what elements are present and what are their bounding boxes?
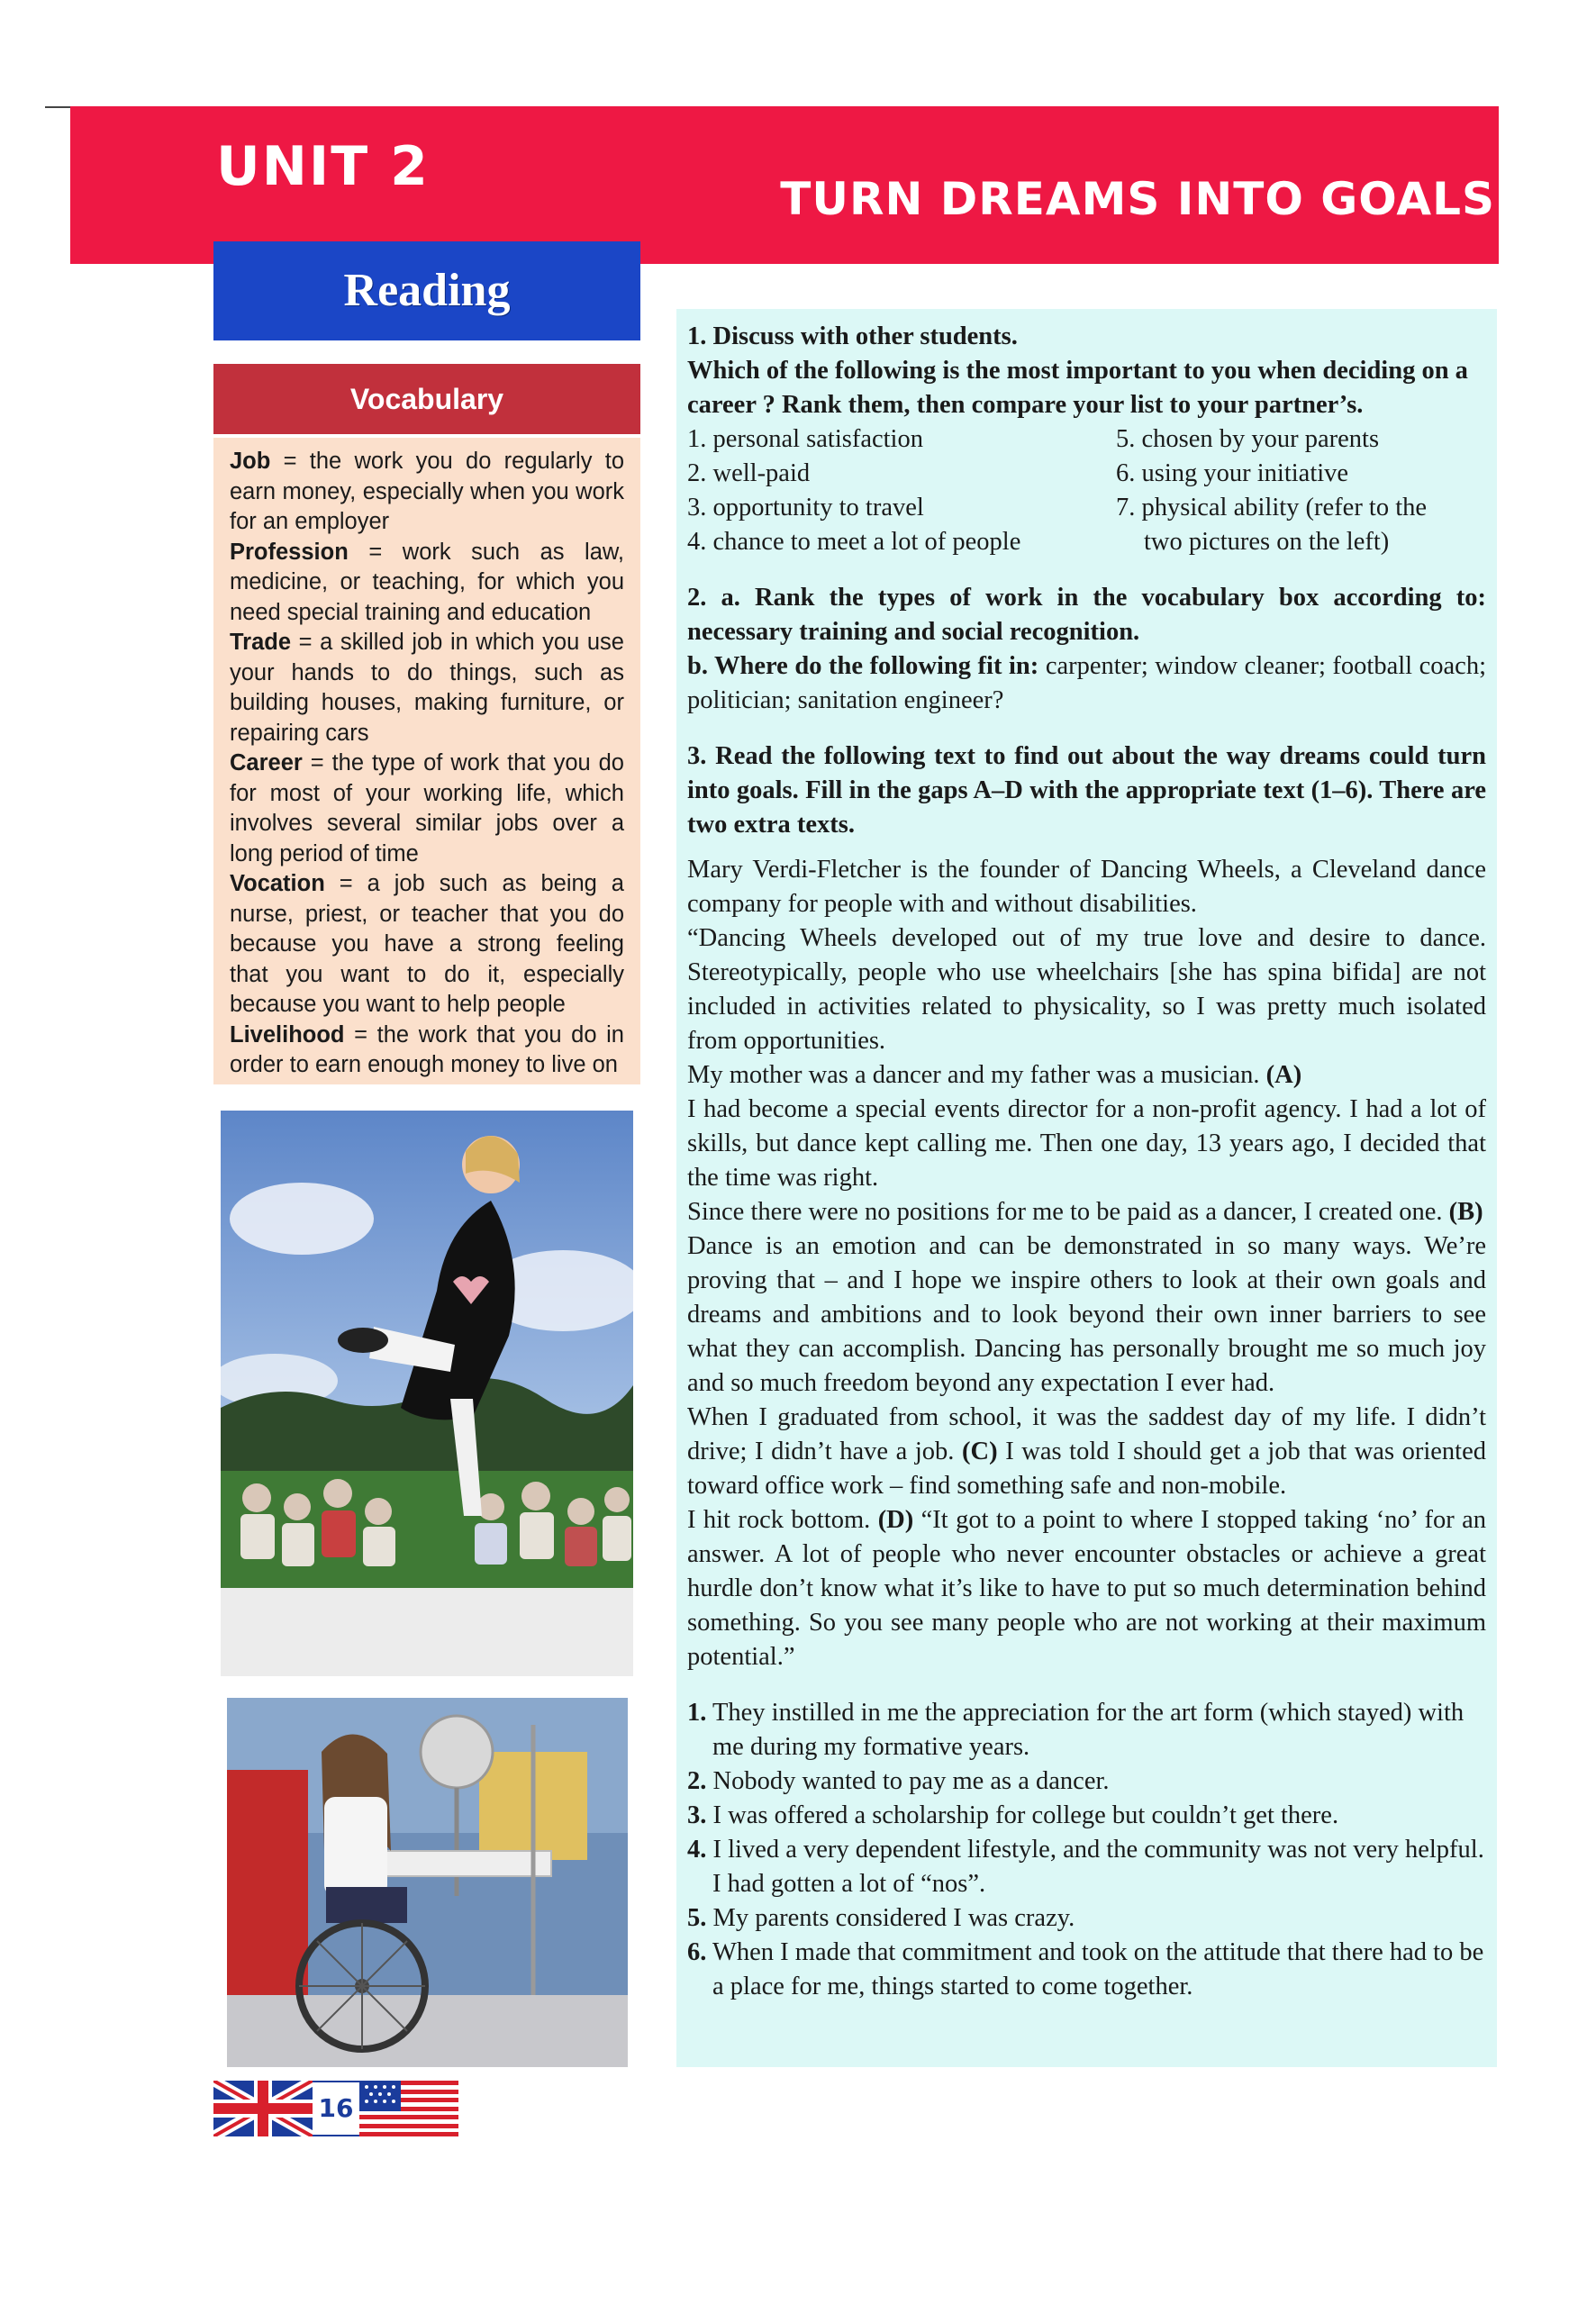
option-item	[687, 1799, 1486, 1833]
exercise-panel	[676, 309, 1497, 2067]
option-number: 6.	[687, 1938, 707, 1966]
unit-label: UNIT 2	[216, 135, 430, 198]
page-number: 16	[313, 2081, 359, 2136]
exercise-2b-text: carpenter; window cleaner; football coach; politician; sanitation engineer?	[687, 652, 1486, 714]
option-text: My parents considered I was crazy.	[706, 1904, 1075, 1932]
story-text: I was told I should get a job that was oriented toward office work – find something safe and non-mobile.	[687, 1438, 1486, 1500]
list-item: 1. personal satisfaction	[687, 425, 923, 453]
option-item	[687, 1833, 1486, 1901]
us-flag-icon	[359, 2081, 458, 2136]
vocab-definition: = work such as law, medicine, or teaching, for which you need special training and education	[230, 539, 624, 625]
vocab-term: Vocation	[230, 871, 325, 896]
page-title: TURN DREAMS INTO GOALS	[780, 173, 1495, 225]
list-item: 5. chosen by your parents	[1116, 425, 1380, 453]
exercise-2b-label: b. Where do the following fit in:	[687, 652, 1039, 680]
gap-d-marker: (D)	[877, 1506, 914, 1534]
list-item: 2. well-paid	[687, 459, 811, 487]
vocab-entry-trade	[230, 628, 624, 748]
story-text: “It got to a point to where I stopped taking ‘no’ for an answer. A lot of people who never encounter obstacles or achieve a great hurdle don’t know what it’s like to have to put so much determination behind something. So you see many people who are not working at their maximum potential.”	[687, 1506, 1486, 1671]
uk-flag-icon	[213, 2081, 313, 2136]
list-item: two pictures on the left)	[1144, 528, 1390, 556]
vocab-definition: = a skilled job in which you use your hands to do things, such as building houses, making furniture, or repairing cars	[230, 630, 624, 746]
exercise-1-title: 1. Discuss with other students.	[687, 322, 1018, 350]
dancer-photo	[221, 1111, 633, 1676]
option-number: 4.	[687, 1836, 707, 1864]
exercise-3-instruction: 3. Read the following text to find out about the way dreams could turn into goals. Fill in the gaps A–D with the appropriate text (1–6). There are two extra texts.	[687, 742, 1486, 839]
vocab-definition: = a job such as being a nurse, priest, or teacher that you do because you have a strong feeling that you want to do it, especially because you want to help people	[230, 871, 624, 1017]
story-text: Since there were no positions for me to be paid as a dancer, I created one.	[687, 1198, 1449, 1226]
list-item: 7. physical ability (refer to the	[1116, 494, 1428, 522]
wheelchair-photo	[227, 1698, 628, 2067]
vocab-entry-livelihood	[230, 1020, 624, 1081]
reading-text	[687, 853, 1486, 1674]
vocab-term: Profession	[230, 539, 349, 565]
gap-b-marker: (B)	[1448, 1198, 1483, 1226]
story-text: When I graduated from school, it was the saddest day of my life. I didn’t drive; I didn’t have a job.	[687, 1403, 1486, 1465]
story-text: I hit rock bottom.	[687, 1506, 878, 1534]
gap-a-marker: (A)	[1265, 1061, 1302, 1089]
story-paragraph: Dance is an emotion and can be demonstrated in so many ways. We’re proving that – and I hope we inspire others to look at their own goals and dreams and ambitions and to look beyond their own inner barriers to see what they can accomplish. Dancing has personally brought me so much joy and so much freedom beyond any expectation I ever had.	[687, 1232, 1486, 1397]
option-text: When I made that commitment and took on the attitude that there had to be a place for me, things started to come together.	[706, 1938, 1484, 2000]
option-item	[687, 1764, 1486, 1799]
list-item: 4. chance to meet a lot of people	[687, 528, 1021, 556]
exercise-2a: 2. a. Rank the types of work in the vocabulary box according to: necessary training and social recognition.	[687, 584, 1486, 646]
vocab-term: Livelihood	[230, 1021, 345, 1048]
option-text: Nobody wanted to pay me as a dancer.	[706, 1767, 1110, 1795]
option-text: I was offered a scholarship for college but couldn’t get there.	[706, 1801, 1339, 1829]
story-paragraph	[687, 1401, 1486, 1503]
vocabulary-heading: Vocabulary	[213, 364, 640, 434]
option-item	[687, 1696, 1486, 1764]
story-paragraph: Mary Verdi-Fletcher is the founder of Dancing Wheels, a Cleveland dance company for people with and without disabilities.	[687, 856, 1486, 918]
story-text: My mother was a dancer and my father was a musician.	[687, 1061, 1266, 1089]
story-paragraph	[687, 1503, 1486, 1674]
option-text: They instilled in me the appreciation for the art form (which stayed) with me during my formative years.	[706, 1699, 1465, 1761]
option-number: 5.	[687, 1904, 707, 1932]
option-item	[687, 1936, 1486, 2004]
option-number: 2.	[687, 1767, 707, 1795]
vocab-term: Job	[230, 449, 271, 474]
exercise-1-instruction: Which of the following is the most important to you when deciding on a career ? Rank them, then compare your list to your partner’s.	[687, 357, 1468, 419]
exercise-2b	[687, 649, 1486, 718]
list-item: 3. opportunity to travel	[687, 494, 924, 522]
section-heading: Reading	[213, 241, 640, 340]
story-paragraph: I had become a special events director for a non-profit agency. I had a lot of skills, but dance kept calling me. Then one day, 13 years ago, I decided that the time was right.	[687, 1095, 1486, 1192]
vocab-term: Career	[230, 750, 303, 776]
vocab-definition: = the type of work that you do for most of your working life, which involves several similar jobs over a long period of time	[230, 750, 624, 866]
vocab-entry-job	[230, 447, 624, 538]
story-paragraph: “Dancing Wheels developed out of my true love and desire to dance. Stereotypically, people who use wheelchairs [she has spina bifida] are not included in activities related to physicality, so I was pretty much isolated from opportunities.	[687, 924, 1486, 1055]
story-paragraph	[687, 1058, 1486, 1093]
vocabulary-box	[213, 438, 640, 1084]
option-number: 1.	[687, 1699, 707, 1727]
vocab-entry-profession	[230, 538, 624, 629]
page-footer	[213, 2081, 458, 2136]
answer-options	[687, 1696, 1486, 2004]
vocab-entry-vocation	[230, 869, 624, 1020]
vocab-entry-career	[230, 748, 624, 869]
list-item: 6. using your initiative	[1116, 459, 1349, 487]
exercise-1-list	[687, 422, 1486, 559]
gap-c-marker: (C)	[962, 1438, 998, 1465]
option-item	[687, 1901, 1486, 1936]
vocab-definition: = the work you do regularly to earn money, especially when you work for an employer	[230, 449, 624, 534]
option-text: I lived a very dependent lifestyle, and the community was not very helpful. I had gotten a lot of “nos”.	[706, 1836, 1484, 1898]
option-number: 3.	[687, 1801, 707, 1829]
top-rule	[45, 106, 72, 108]
vocab-definition: = the work that you do in order to earn enough money to live on	[230, 1021, 624, 1077]
vocab-term: Trade	[230, 630, 292, 655]
story-paragraph	[687, 1195, 1486, 1229]
